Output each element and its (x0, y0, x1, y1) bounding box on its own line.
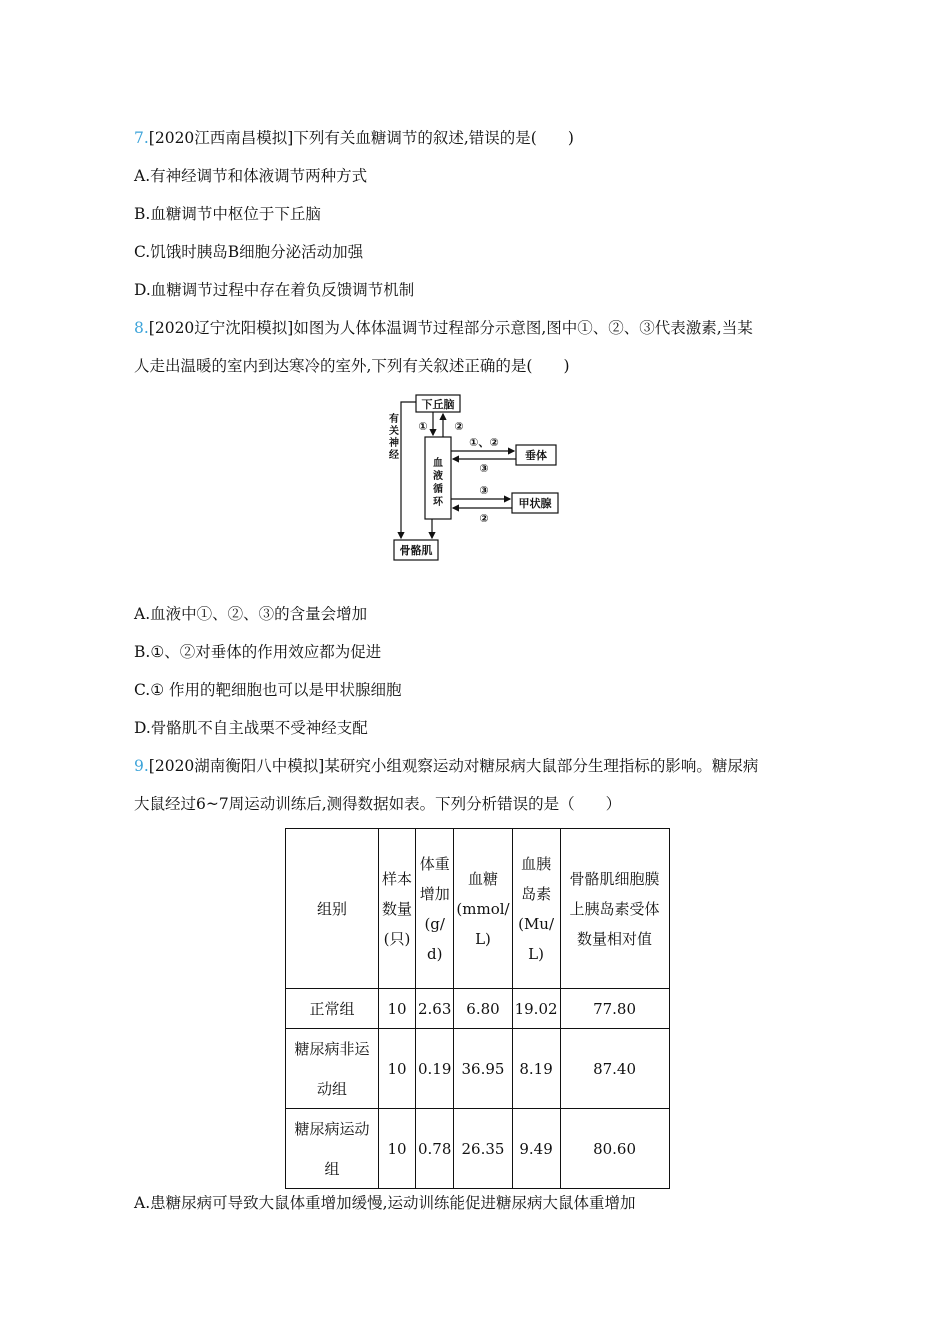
q8-option-d: D.骨骼肌不自主战栗不受神经支配 (134, 719, 368, 737)
label-hormone-3-pituitary: ③ (479, 462, 489, 475)
cell-weight: 2.63 (416, 989, 454, 1029)
cell-group: 正常组 (286, 989, 379, 1029)
q8-option-a: A.血液中①、②、③的含量会增加 (134, 605, 368, 623)
cell-glucose: 26.35 (454, 1109, 512, 1189)
thyroid-label: 甲状腺 (518, 497, 552, 510)
cell-n: 10 (379, 1029, 416, 1109)
header-sample-count: 样本 数量 (只) (379, 829, 416, 989)
hypothalamus-label: 下丘脑 (421, 398, 455, 411)
cell-weight: 0.19 (416, 1029, 454, 1109)
q7-option-d: D.血糖调节过程中存在着负反馈调节机制 (134, 281, 415, 299)
q7-number: 7. (134, 129, 149, 147)
blood-char-4: 环 (433, 497, 443, 508)
nerve-arrow (401, 402, 416, 538)
q9-stem-line1: 9.[2020湖南衡阳八中模拟]某研究小组观察运动对糖尿病大鼠部分生理指标的影响。糖尿病 (134, 757, 759, 775)
blood-char-2: 液 (433, 471, 443, 482)
nerve-char-3: 神 (389, 438, 399, 449)
q7-stem: 7.[2020江西南昌模拟]下列有关血糖调节的叙述,错误的是( ) (134, 129, 574, 147)
label-hormone-2-up: ② (454, 420, 464, 433)
q8-stem-line1: 8.[2020辽宁沈阳模拟]如图为人体体温调节过程部分示意图,图中①、②、③代表激素,当某 (134, 319, 753, 337)
label-hormone-2-thyroid: ② (479, 512, 489, 525)
blood-char-1: 血 (433, 458, 443, 469)
q8-number: 8. (134, 319, 149, 337)
q7-option-a: A.有神经调节和体液调节两种方式 (134, 167, 368, 185)
cell-group: 糖尿病非运 动组 (286, 1029, 379, 1109)
cell-n: 10 (379, 989, 416, 1029)
pituitary-label: 垂体 (525, 449, 547, 462)
cell-weight: 0.78 (416, 1109, 454, 1189)
cell-receptor: 77.80 (560, 989, 669, 1029)
q9-option-a: A.患糖尿病可导致大鼠体重增加缓慢,运动训练能促进糖尿病大鼠体重增加 (134, 1194, 636, 1212)
data-table (285, 828, 670, 1189)
header-group: 组别 (286, 829, 379, 989)
label-hormones-1-2: ①、② (469, 436, 499, 449)
header-blood-glucose: 血糖 (mmol/ L) (454, 829, 512, 989)
thermoregulation-diagram (380, 388, 580, 568)
cell-insulin: 9.49 (512, 1109, 560, 1189)
cell-glucose: 36.95 (454, 1029, 512, 1109)
blood-char-3: 循 (433, 484, 443, 495)
header-blood-insulin: 血胰 岛素 (Mu/ L) (512, 829, 560, 989)
cell-insulin: 8.19 (512, 1029, 560, 1109)
q8-option-b: B.①、②对垂体的作用效应都为促进 (134, 643, 382, 661)
cell-receptor: 87.40 (560, 1029, 669, 1109)
nerve-char-1: 有 (389, 414, 399, 425)
header-receptor-count: 骨骼肌细胞膜 上胰岛素受体 数量相对值 (560, 829, 669, 989)
cell-receptor: 80.60 (560, 1109, 669, 1189)
q7-option-b: B.血糖调节中枢位于下丘脑 (134, 205, 321, 223)
table-row (286, 1029, 670, 1109)
cell-group: 糖尿病运动 组 (286, 1109, 379, 1189)
table-row (286, 1109, 670, 1189)
nerve-char-4: 经 (389, 450, 399, 461)
table-row (286, 989, 670, 1029)
q8-stem-line2: 人走出温暖的室内到达寒冷的室外,下列有关叙述正确的是( ) (134, 357, 570, 375)
cell-insulin: 19.02 (512, 989, 560, 1029)
q7-option-c: C.饥饿时胰岛B细胞分泌活动加强 (134, 243, 364, 261)
header-weight-gain: 体重 增加 (g/ d) (416, 829, 454, 989)
label-hormone-3-thyroid: ③ (479, 484, 489, 497)
q8-option-c: C.① 作用的靶细胞也可以是甲状腺细胞 (134, 681, 402, 699)
q9-number: 9. (134, 757, 149, 775)
table-header-row (286, 829, 670, 989)
skeletal-muscle-label: 骨骼肌 (399, 544, 433, 557)
q9-stem-line2: 大鼠经过6~7周运动训练后,测得数据如表。下列分析错误的是（ ） (134, 795, 622, 813)
cell-n: 10 (379, 1109, 416, 1189)
label-hormone-1-down: ① (418, 420, 428, 433)
nerve-char-2: 关 (389, 426, 399, 437)
cell-glucose: 6.80 (454, 989, 512, 1029)
